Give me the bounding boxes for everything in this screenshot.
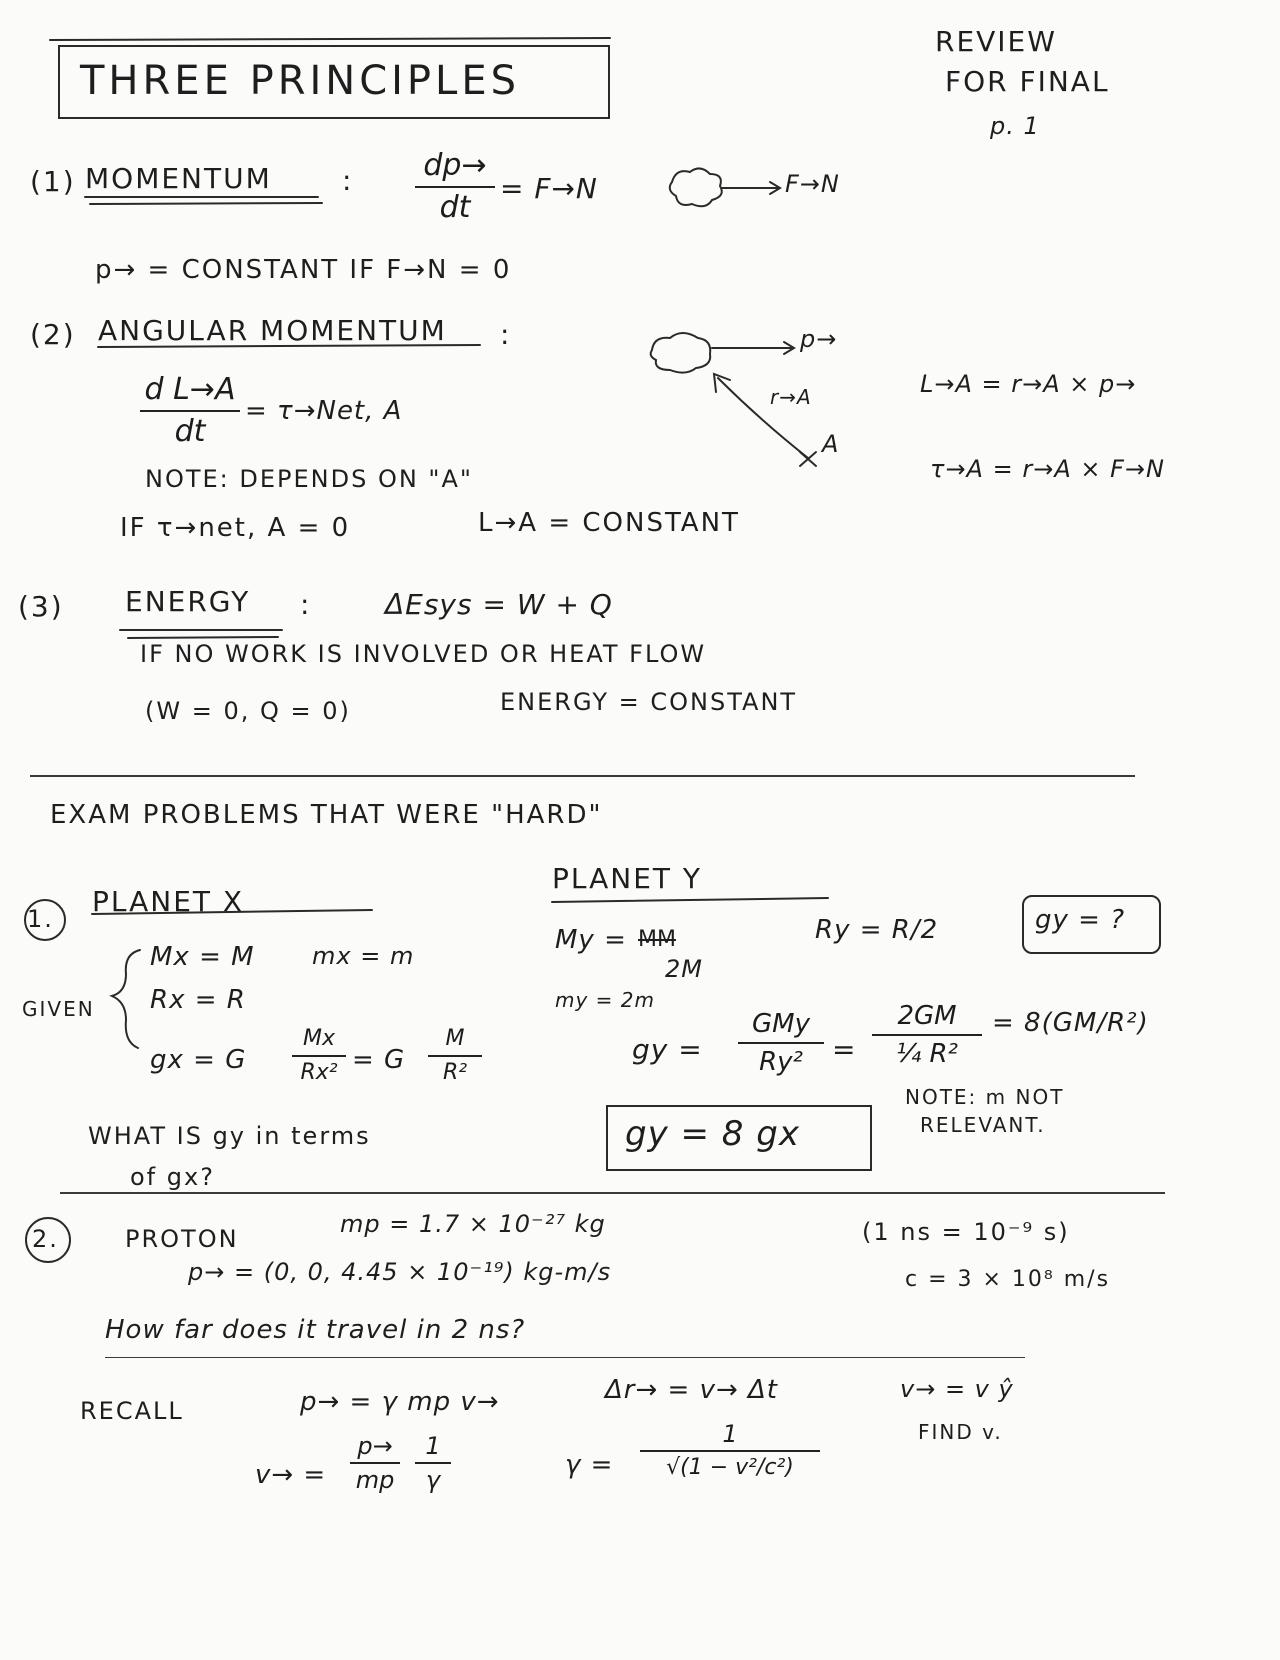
fraction-num: dp→ (423, 148, 487, 183)
planet-y-heading: PLANET Y (552, 862, 703, 895)
question-line2: of gx? (130, 1163, 215, 1191)
velocity-fraction-1 (350, 1432, 400, 1494)
fraction-den: Rx² (300, 1060, 338, 1085)
gamma-lhs: γ = (565, 1450, 614, 1480)
fraction-den: R² (442, 1060, 468, 1085)
review-label: REVIEW (935, 25, 1057, 58)
torque-relation: τ→A = r→A × F→N (930, 455, 1165, 483)
gy-question: gy = ? (1035, 905, 1126, 935)
page-number: p. 1 (990, 112, 1040, 140)
fraction-num: 1 (425, 1432, 441, 1460)
radius-y: Ry = R/2 (815, 915, 939, 945)
section2-name: ANGULAR MOMENTUM (98, 314, 447, 347)
force-diagram-label: F→N (785, 170, 840, 198)
section3-name: ENERGY (125, 585, 251, 618)
diagram-r-label: r→A (770, 385, 812, 409)
fraction-num: Mx (302, 1026, 335, 1051)
ns-conversion: (1 ns = 10⁻⁹ s) (862, 1218, 1070, 1246)
gy-rhs: = 8(GM/R²) (992, 1008, 1149, 1038)
mass-x: Mx = M (150, 942, 255, 972)
momentum-constant-line: p→ = CONSTANT IF F→N = 0 (95, 255, 512, 285)
fraction-num: p→ (357, 1432, 393, 1460)
fraction-den: ¼ R² (896, 1039, 958, 1069)
proton-label: PROTON (125, 1225, 239, 1253)
fraction-num: 1 (722, 1420, 738, 1448)
velocity-lhs: v→ = (255, 1460, 327, 1490)
find-v: FIND v. (918, 1420, 1003, 1444)
gy-fraction-2 (872, 1000, 982, 1070)
section1-fraction (415, 148, 495, 226)
gx-lhs: gx = G (150, 1045, 247, 1075)
displacement-relation: Δr→ = v→ Δt (605, 1375, 778, 1405)
section1-eq-rhs: = F→N (500, 172, 598, 205)
section1-number: (1) (30, 165, 76, 198)
section2-number: (2) (30, 318, 76, 351)
recall-divider (105, 1357, 1025, 1358)
exam-heading: EXAM PROBLEMS THAT WERE "HARD" (50, 800, 603, 830)
section2-note: NOTE: DEPENDS ON "A" (145, 465, 473, 493)
final-label: FOR FINAL (945, 65, 1110, 98)
velocity-fraction-2 (415, 1432, 451, 1494)
gy-fraction-1 (738, 1008, 824, 1078)
section2-fraction (140, 372, 240, 450)
section2-colon: : (500, 318, 512, 351)
section3-colon: : (300, 588, 312, 621)
section2-if-result: L→A = CONSTANT (478, 508, 740, 538)
fraction-den: γ (425, 1466, 441, 1494)
note-line1: NOTE: m NOT (905, 1085, 1065, 1109)
angular-momentum-relation: L→A = r→A × p→ (920, 370, 1137, 398)
mass-y-lhs: My = (555, 925, 627, 955)
answer: gy = 8 gx (625, 1114, 800, 1154)
recall-label: RECALL (80, 1397, 184, 1425)
energy-condition-values: (W = 0, Q = 0) (145, 697, 351, 725)
question-line1: WHAT IS gy in terms (88, 1122, 371, 1150)
energy-condition: IF NO WORK IS INVOLVED OR HEAT FLOW (140, 640, 707, 668)
problem2-question: How far does it travel in 2 ns? (105, 1315, 526, 1345)
momentum-relation: p→ = γ mp v→ (300, 1387, 500, 1417)
mass-y-value: 2M (665, 955, 703, 983)
velocity-direction: v→ = v ŷ (900, 1375, 1014, 1403)
fraction-den: mp (355, 1466, 395, 1494)
section3-number: (3) (18, 590, 64, 623)
angular-blob (651, 333, 711, 373)
fraction-num: 2GM (897, 1001, 957, 1031)
section2-eq-rhs: = τ→Net, A (245, 396, 403, 426)
fraction-den: dt (439, 190, 471, 225)
fraction-num: M (445, 1026, 465, 1051)
section1-name: MOMENTUM (85, 162, 272, 195)
given-label: GIVEN (22, 997, 95, 1021)
gx-mid: = G (352, 1045, 406, 1075)
note-line2: RELEVANT. (920, 1113, 1046, 1137)
page-title: THREE PRINCIPLES (80, 58, 520, 104)
fraction-den: Ry² (759, 1047, 803, 1077)
gamma-fraction (640, 1420, 820, 1482)
diagram-a-label: A (822, 430, 840, 458)
speed-of-light: c = 3 × 10⁸ m/s (905, 1267, 1111, 1292)
gx-fraction-2 (428, 1025, 482, 1087)
problem1-number: 1. (27, 905, 54, 933)
energy-equation: ΔEsys = W + Q (385, 588, 613, 621)
gy-lhs: gy = (632, 1033, 703, 1066)
mass-y-strike: MM (638, 927, 676, 952)
gy-equals: = (832, 1033, 857, 1066)
proton-mass: mp = 1.7 × 10⁻²⁷ kg (340, 1210, 606, 1238)
section2-if-line: IF τ→net, A = 0 (120, 513, 351, 543)
radius-x: Rx = R (150, 985, 246, 1015)
problem2-number: 2. (32, 1225, 59, 1253)
section1-colon: : (342, 164, 354, 197)
energy-constant: ENERGY = CONSTANT (500, 688, 798, 716)
gx-fraction-1 (292, 1025, 346, 1087)
proton-momentum: p→ = (0, 0, 4.45 × 10⁻¹⁹) kg-m/s (188, 1258, 612, 1286)
small-mass-y: my = 2m (555, 988, 655, 1012)
fraction-num: d L→A (144, 372, 236, 407)
fraction-den: dt (174, 414, 206, 449)
momentum-blob (670, 168, 722, 206)
problem-divider (60, 1192, 1165, 1194)
fraction-den: √(1 − v²/c²) (666, 1455, 794, 1480)
diagram-p-label: p→ (800, 325, 838, 353)
small-mass-x: mx = m (312, 942, 415, 970)
fraction-num: GMy (752, 1009, 810, 1039)
planet-x-heading: PLANET X (92, 885, 245, 918)
section-divider (30, 775, 1135, 777)
